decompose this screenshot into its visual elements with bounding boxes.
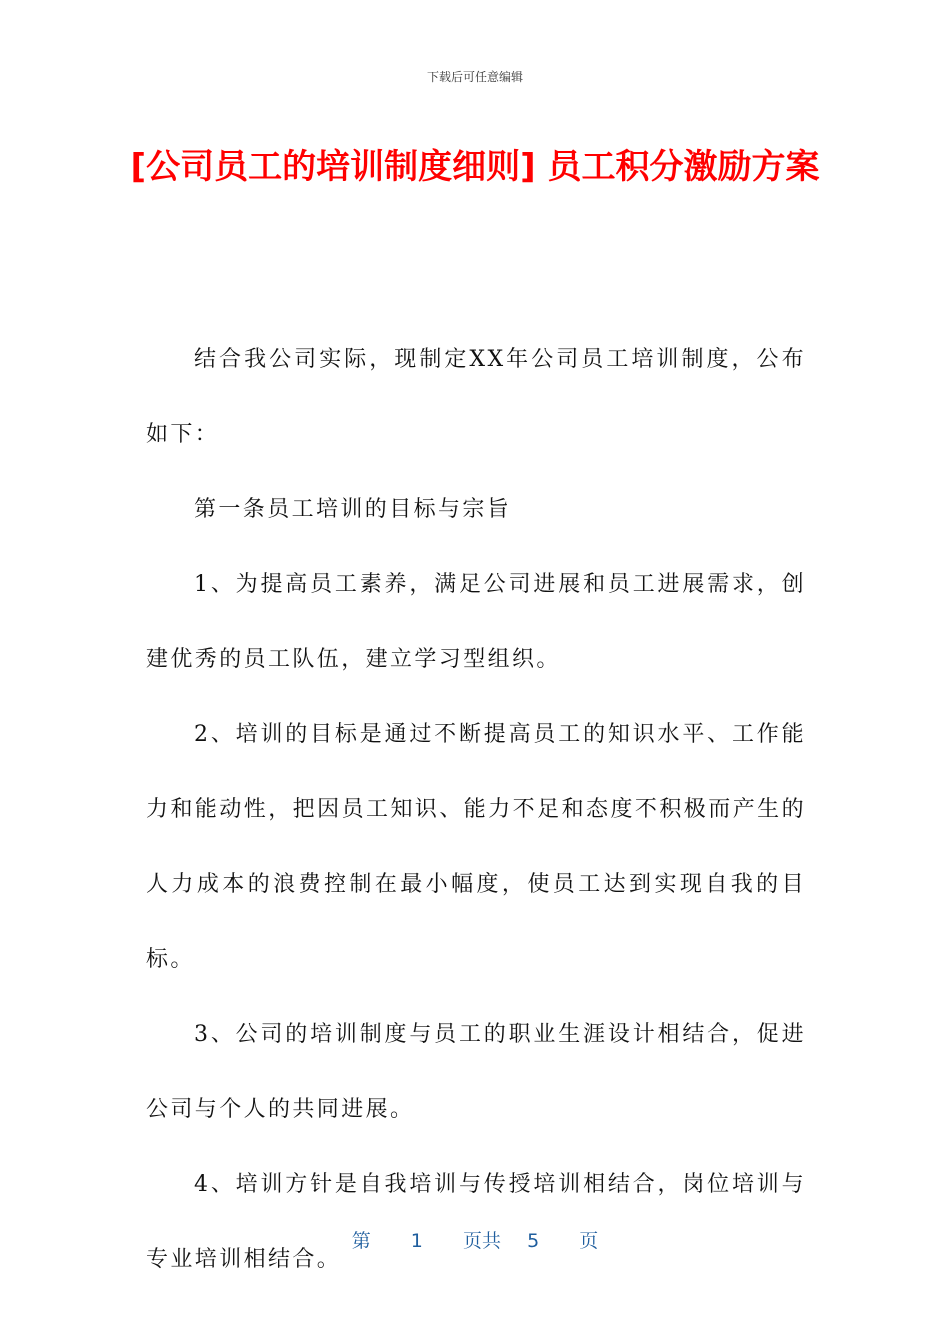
paragraph-item-4: 4、培训方针是自我培训与传授培训相结合，岗位培训与专业培训相结合。 [146,1172,806,1272]
paragraph-intro: 结合我公司实际，现制定XX年公司员工培训制度，公布如下： [146,347,806,447]
paragraph-item-2: 2、培训的目标是通过不断提高员工的知识水平、工作能力和能动性，把因员工知识、能力不足和态度不积极而产生的人力成本的浪费控制在最小幅度，使员工达到实现自我的目标。 [146,722,806,972]
footer-page-mid: 页共 [462,1230,501,1252]
paragraph-article-heading: 第一条员工培训的目标与宗旨 [194,497,512,522]
document-body [146,322,806,1297]
document-title: [公司员工的培训制度细则] 员工积分激励方案 [130,147,820,187]
footer-page-prefix: 第 [351,1230,371,1252]
page-footer [0,1226,950,1253]
paragraph-item-1: 1、为提高员工素养，满足公司进展和员工进展需求，创建优秀的员工队伍，建立学习型组织。 [146,572,806,672]
footer-total-pages: 5 [527,1230,540,1252]
paragraph-item-3: 3、公司的培训制度与员工的职业生涯设计相结合，促进公司与个人的共同进展。 [146,1022,806,1122]
footer-current-page: 1 [410,1230,423,1252]
footer-page-suffix: 页 [579,1230,599,1252]
header-note: 下载后可任意编辑 [426,70,523,84]
